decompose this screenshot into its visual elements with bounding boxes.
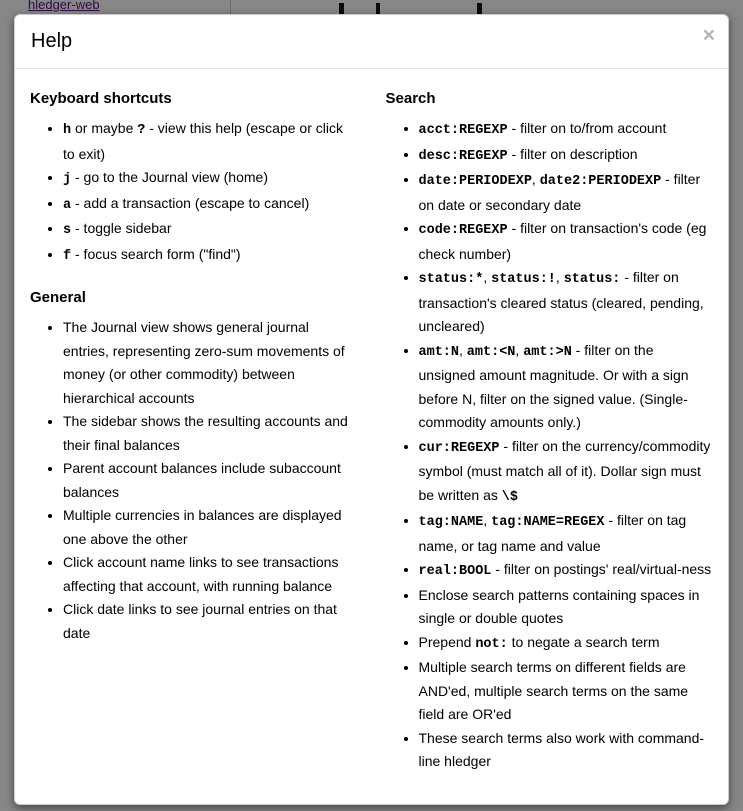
code-term: cur:REGEXP [418, 440, 500, 456]
list-item: • desc:REGEXP - filter on description [419, 143, 714, 169]
list-item: • acct:REGEXP - filter on to/from account [419, 117, 714, 143]
list-item: • s - toggle sidebar [63, 217, 356, 243]
help-column-left [15, 69, 372, 784]
list-item: • Click account name links to see transactions affecting that account, with running balance [63, 551, 356, 598]
code-term: f [63, 248, 72, 264]
code-term: status: [563, 272, 621, 287]
list-item: • code:REGEXP - filter on transaction's code (eg check number) [419, 217, 714, 266]
code-term: status:! [491, 272, 556, 287]
code-term: not: [475, 636, 508, 652]
code-term: date:PERIODEXP [418, 174, 532, 189]
code-term: h [63, 123, 72, 138]
code-term: tag:NAME [418, 515, 484, 530]
help-column-right [372, 69, 729, 784]
modal-body [15, 69, 728, 804]
help-list [386, 117, 714, 774]
help-modal [14, 14, 729, 805]
list-item: • amt:N, amt:<N, amt:>N - filter on the unsigned amount magnitude. Or with a sign before N, filter on the signed value. (Single-commodity amounts only.) [419, 339, 714, 435]
code-term: s [63, 223, 72, 238]
code-term: desc:REGEXP [418, 148, 508, 164]
help-list [30, 316, 356, 645]
code-term: a [63, 197, 72, 213]
section-heading: Keyboard shortcuts [30, 90, 172, 107]
list-item: • f - focus search form ("find") [63, 243, 356, 269]
list-item: • real:BOOL - filter on postings' real/virtual-ness [419, 558, 714, 584]
list-item: • Parent account balances include subaccount balances [63, 457, 356, 504]
code-term: ? [137, 123, 146, 138]
close-button[interactable] [703, 25, 715, 46]
brand-link[interactable]: hledger-web [28, 0, 100, 12]
section-heading: Search [385, 90, 436, 107]
help-list [30, 117, 356, 268]
section-heading: General [30, 289, 86, 306]
modal-title: Help [31, 30, 73, 52]
list-item: • Prepend not: to negate a search term [419, 631, 714, 657]
list-item: • cur:REGEXP - filter on the currency/commodity symbol (must match all of it). Dollar sign must be written as \$ [419, 435, 714, 510]
code-term: j [63, 172, 72, 187]
list-item: • tag:NAME, tag:NAME=REGEX - filter on tag name, or tag name and value [419, 509, 714, 558]
list-item: • Multiple currencies in balances are displayed one above the other [63, 504, 356, 551]
code-term: acct:REGEXP [418, 123, 508, 138]
code-term: \$ [501, 489, 518, 505]
list-item: • a - add a transaction (escape to cancel) [63, 192, 356, 218]
code-term: real:BOOL [418, 564, 492, 579]
list-item: • Enclose search patterns containing spaces in single or double quotes [419, 584, 714, 631]
code-term: amt:<N [466, 344, 516, 360]
code-term: code:REGEXP [418, 223, 508, 238]
code-term: status:* [418, 272, 484, 287]
list-item: • h or maybe ? - view this help (escape or click to exit) [63, 117, 356, 166]
list-item: • These search terms also work with command-line hledger [419, 727, 714, 774]
list-item: • The sidebar shows the resulting accounts and their final balances [63, 410, 356, 457]
close-icon: × [702, 24, 715, 47]
code-term: amt:N [418, 344, 460, 360]
list-item: • j - go to the Journal view (home) [63, 166, 356, 192]
code-term: tag:NAME=REGEX [491, 515, 605, 530]
code-term: amt:>N [523, 344, 572, 360]
list-item: • Multiple search terms on different fields are AND'ed, multiple search terms on the same field are OR'ed [419, 656, 714, 727]
list-item: • date:PERIODEXP, date2:PERIODEXP - filter on date or secondary date [419, 168, 714, 217]
list-item: • status:*, status:!, status: - filter on transaction's cleared status (cleared, pending, uncleared) [419, 266, 714, 339]
code-term: date2:PERIODEXP [539, 174, 662, 189]
list-item: • The Journal view shows general journal entries, representing zero-sum movements of money (or other commodity) between hierarchical accounts [63, 316, 356, 410]
modal-header [15, 15, 728, 69]
list-item: • Click date links to see journal entries on that date [63, 598, 356, 645]
